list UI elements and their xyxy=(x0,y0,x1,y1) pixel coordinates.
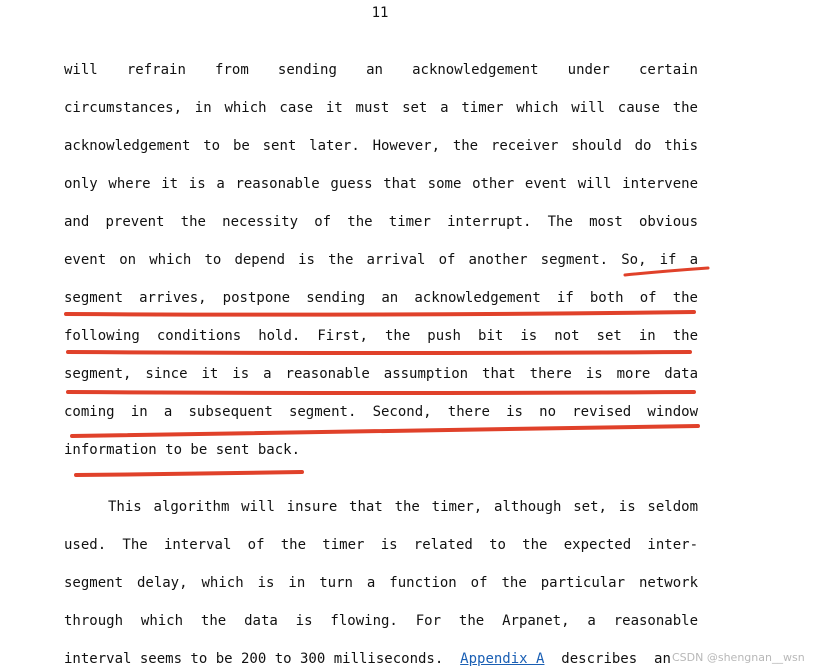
text-line: This algorithm will insure that the timer, although set, is seldom xyxy=(108,499,698,515)
watermark: CSDN @shengnan__wsn xyxy=(672,651,805,664)
text-line: following conditions hold. First, the push bit is not set in the xyxy=(64,328,698,344)
text-line: segment, since it is a reasonable assumption that there is more data xyxy=(64,366,698,382)
text-line: through which the data is flowing. For the Arpanet, a reasonable xyxy=(64,613,698,629)
red-underline-stroke xyxy=(66,312,694,315)
red-underline-stroke xyxy=(68,352,690,353)
text-line: used. The interval of the timer is related to the expected inter- xyxy=(64,537,698,553)
text-line: segment delay, which is in turn a function of the particular network xyxy=(64,575,698,591)
text-line: will refrain from sending an acknowledgement under certain xyxy=(64,62,698,78)
red-underline-stroke xyxy=(72,426,698,436)
red-underline-stroke xyxy=(68,392,694,393)
text-line: acknowledgement to be sent later. However, the receiver should do this xyxy=(64,138,698,154)
text-line: event on which to depend is the arrival of another segment. So, if a xyxy=(64,252,698,268)
text-line: segment arrives, postpone sending an acknowledgement if both of the xyxy=(64,290,698,306)
text-line-last xyxy=(64,649,671,669)
red-underline-stroke xyxy=(76,472,302,475)
text-line: and prevent the necessity of the timer interrupt. The most obvious xyxy=(64,214,698,230)
text-line: information to be sent back. xyxy=(64,442,301,458)
text-line: only where it is a reasonable guess that some other event will intervene xyxy=(64,176,698,192)
text-fragment: describes an xyxy=(544,651,671,667)
appendix-a-link[interactable]: Appendix A xyxy=(460,651,545,667)
page-number: 11 xyxy=(371,5,389,21)
text-fragment: interval seems to be 200 to 300 milliseconds. xyxy=(64,651,461,667)
text-line: circumstances, in which case it must set a timer which will cause the xyxy=(64,100,698,116)
text-line: coming in a subsequent segment. Second, there is no revised window xyxy=(64,404,698,420)
